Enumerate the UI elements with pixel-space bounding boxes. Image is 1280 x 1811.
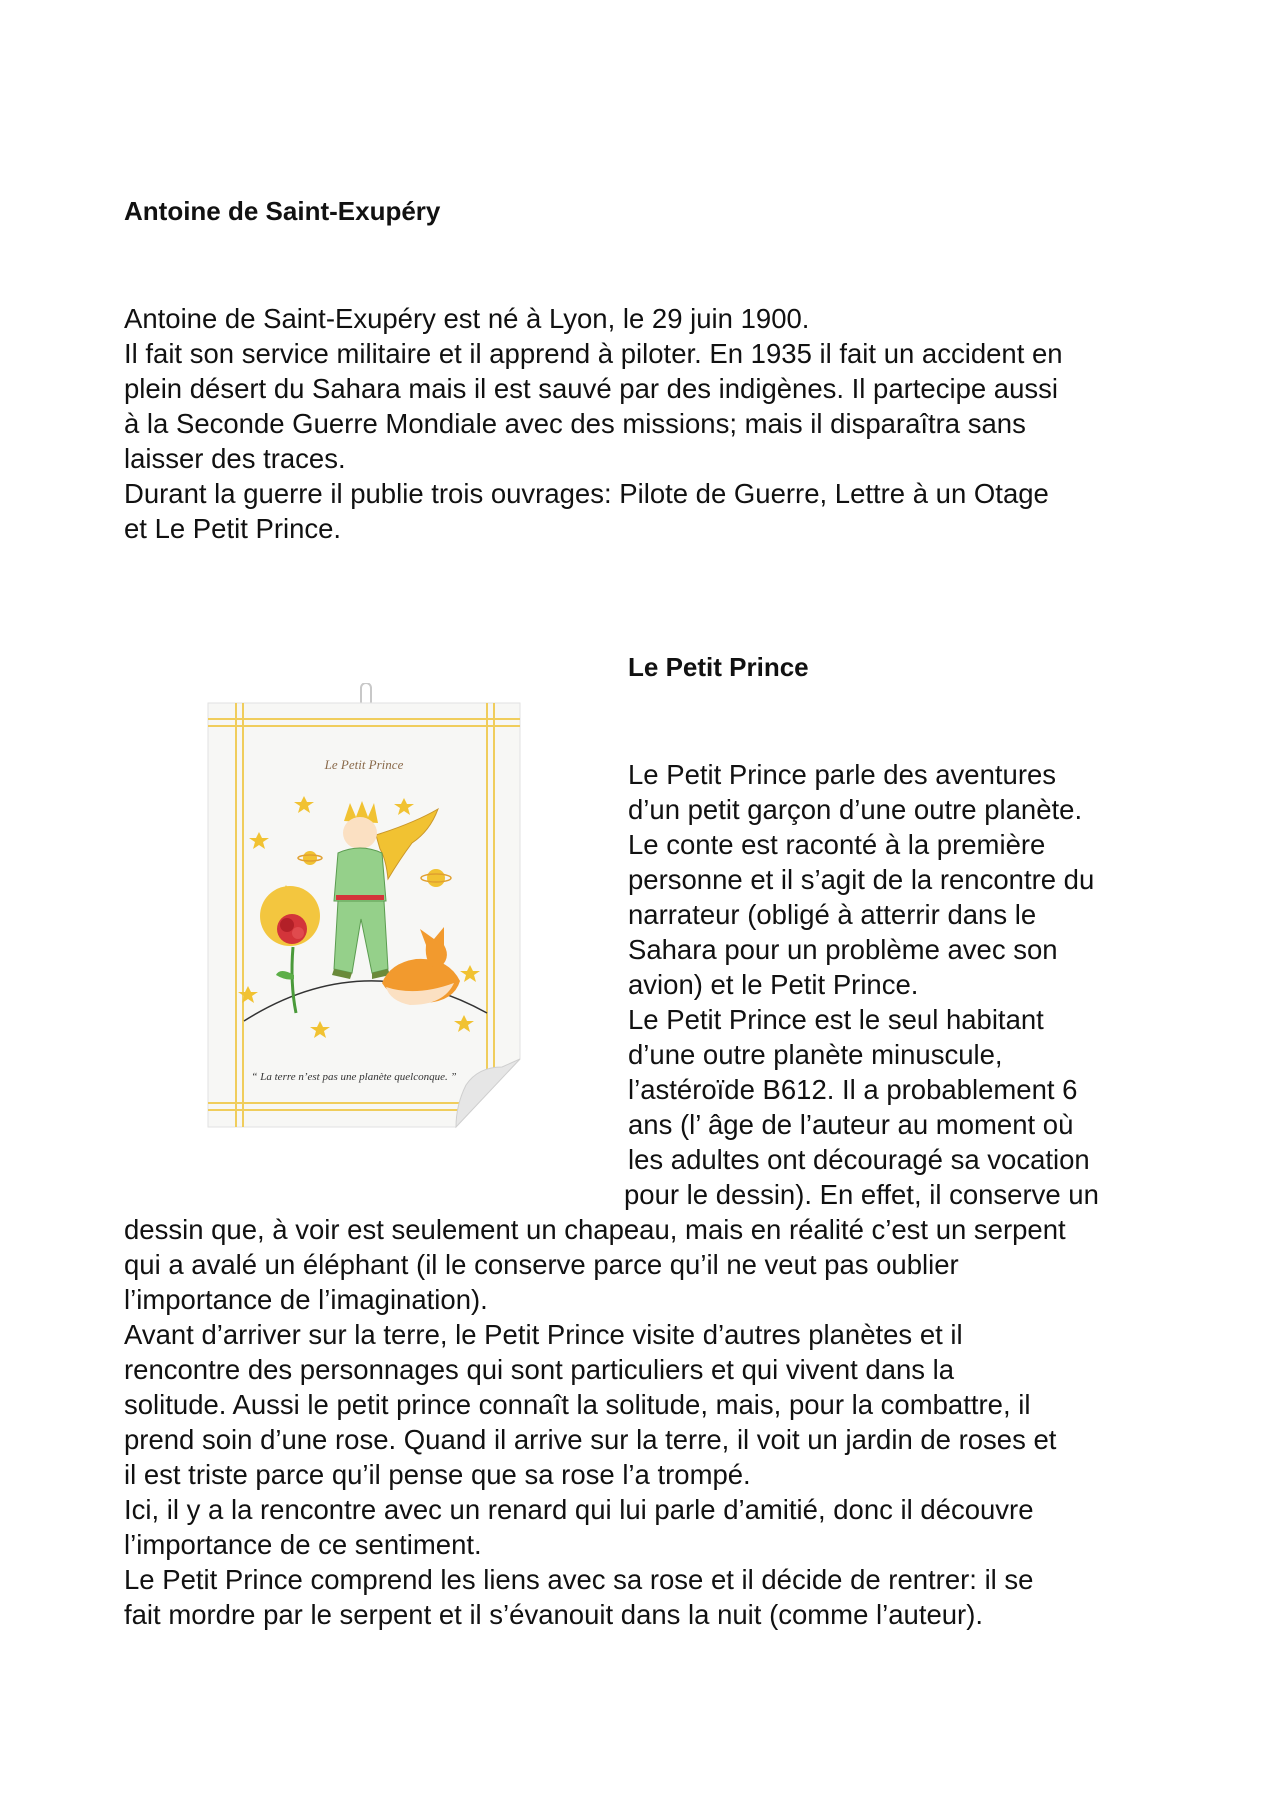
book-side-line: l’astéroïde B612. Il a probablement 6 xyxy=(628,1074,1078,1105)
author-line: plein désert du Sahara mais il est sauvé par des indigènes. Il partecipe aussi xyxy=(124,373,1059,404)
book-line: l’importance de l’imagination). xyxy=(124,1284,488,1315)
petit-prince-towel-illustration xyxy=(204,683,524,1143)
book-line: Avant d’arriver sur la terre, le Petit Prince visite d’autres planètes et il xyxy=(124,1319,963,1350)
towel-title: Le Petit Prince xyxy=(324,757,404,772)
book-line: qui a avalé un éléphant (il le conserve parce qu’il ne veut pas oublier xyxy=(124,1249,959,1280)
author-line: Il fait son service militaire et il apprend à piloter. En 1935 il fait un accident en xyxy=(124,338,1063,369)
author-heading: Antoine de Saint-Exupéry xyxy=(124,196,441,226)
book-line: fait mordre par le serpent et il s’évanouit dans la nuit (comme l’auteur). xyxy=(124,1599,984,1630)
book-side-line: personne et il s’agit de la rencontre du xyxy=(628,864,1095,895)
book-side-line: d’un petit garçon d’une outre planète. xyxy=(628,794,1083,825)
book-side-line: les adultes ont découragé sa vocation xyxy=(628,1144,1090,1175)
book-side-line: Le conte est raconté à la première xyxy=(628,829,1046,860)
book-line: Ici, il y a la rencontre avec un renard qui lui parle d’amitié, donc il découvre xyxy=(124,1494,1034,1525)
book-side-line: Sahara pour un problème avec son xyxy=(628,934,1058,965)
author-line: Antoine de Saint-Exupéry est né à Lyon, le 29 juin 1900. xyxy=(124,303,810,334)
author-line: laisser des traces. xyxy=(124,443,346,474)
book-line: prend soin d’une rose. Quand il arrive sur la terre, il voit un jardin de roses et xyxy=(124,1424,1057,1455)
book-line: dessin que, à voir est seulement un chapeau, mais en réalité c’est un serpent xyxy=(124,1214,1066,1245)
book-line: solitude. Aussi le petit prince connaît la solitude, mais, pour la combattre, il xyxy=(124,1389,1031,1420)
book-side-line: Le Petit Prince est le seul habitant xyxy=(628,1004,1044,1035)
book-side-line: avion) et le Petit Prince. xyxy=(628,969,919,1000)
author-line: Durant la guerre il publie trois ouvrages: Pilote de Guerre, Lettre à un Otage xyxy=(124,478,1049,509)
book-line: rencontre des personnages qui sont particuliers et qui vivent dans la xyxy=(124,1354,955,1385)
book-side-line: d’une outre planète minuscule, xyxy=(628,1039,1003,1070)
book-line: l’importance de ce sentiment. xyxy=(124,1529,482,1560)
book-heading: Le Petit Prince xyxy=(628,652,809,682)
book-line: Le Petit Prince comprend les liens avec sa rose et il décide de rentrer: il se xyxy=(124,1564,1034,1595)
author-line: à la Seconde Guerre Mondiale avec des missions; mais il disparaîtra sans xyxy=(124,408,1026,439)
book-side-line: narrateur (obligé à atterrir dans le xyxy=(628,899,1037,930)
book-side-line: ans (l’ âge de l’auteur au moment où xyxy=(628,1109,1074,1140)
book-side-line: pour le dessin). En effet, il conserve un xyxy=(624,1179,1099,1210)
book-side-line: Le Petit Prince parle des aventures xyxy=(628,759,1057,790)
author-line: et Le Petit Prince. xyxy=(124,513,342,544)
towel-quote: “ La terre n’est pas une planète quelconque. ” xyxy=(251,1071,457,1083)
book-line: il est triste parce qu’il pense que sa rose l’a trompé. xyxy=(124,1459,751,1490)
